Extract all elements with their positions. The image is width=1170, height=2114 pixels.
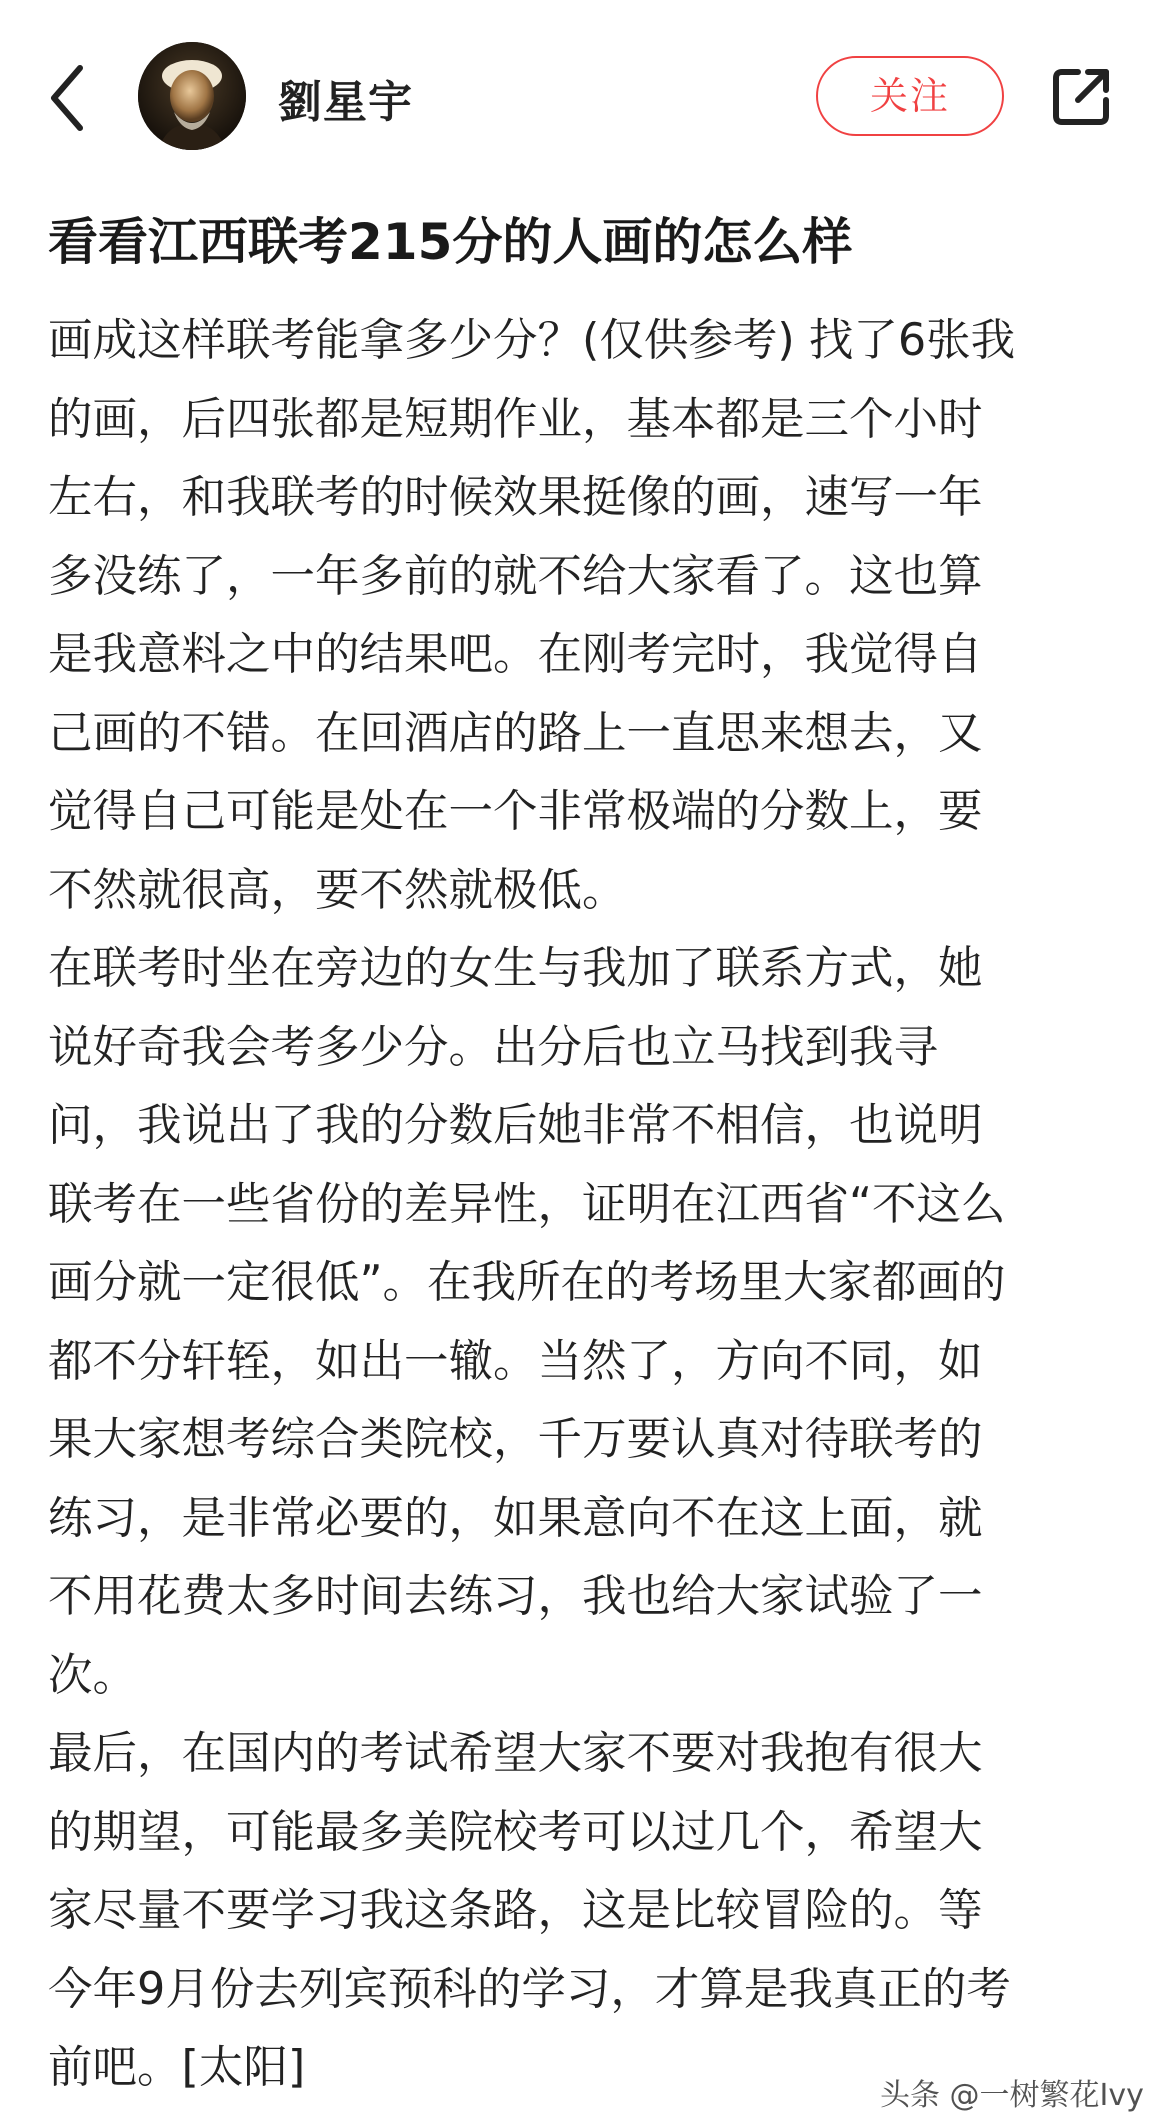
share-button[interactable]	[1048, 62, 1116, 130]
back-button[interactable]	[44, 58, 96, 138]
follow-button[interactable]: 关注	[816, 56, 1004, 136]
source-watermark: 头条 @一树繁花Ivy	[880, 2078, 1144, 2113]
avatar[interactable]	[138, 42, 246, 150]
article-title: 看看江西联考215分的人画的怎么样	[48, 213, 853, 271]
author-name[interactable]: 劉星宇	[278, 77, 413, 128]
article-paragraph: 最后，在国内的考试希望大家不要对我抱有很大 的期望，可能最多美院校考可以过几个，希望大 家尽量不要学习我这条路，这是比较冒险的。等 今年9月份去列宾预科的学习，才算是我真正的考 前吧。[太阳]	[48, 1728, 1011, 2093]
article-paragraph: 在联考时坐在旁边的女生与我加了联系方式，她 说好奇我会考多少分。出分后也立马找到我寻 问，我说出了我的分数后她非常不相信，也说明 联考在一些省份的差异性，证明在江西省“不这么 画分就一定很低”。在我所在的考场里大家都画的 都不分轩轾，如出一辙。当然了，方向不同，如 果大家想考综合类院校，千万要认真对待联考的 练习，是非常必要的，如果意向不在这上面，就 不用花费太多时间去练习，我也给大家试验了一 次。	[48, 943, 1006, 1701]
avatar-portrait-image	[138, 42, 246, 150]
top-bar	[0, 0, 1170, 190]
chevron-left-icon	[44, 58, 96, 138]
article-body	[48, 302, 1118, 2108]
share-icon	[1048, 62, 1116, 130]
article-paragraph: 画成这样联考能拿多少分？(仅供参考) 找了6张我 的画，后四张都是短期作业，基本都是三个小时 左右，和我联考的时候效果挺像的画，速写一年 多没练了，一年多前的就不给大家看了。这也算 是我意料之中的结果吧。在刚考完时，我觉得自 己画的不错。在回酒店的路上一直思来想去，又 觉得自己可能是处在一个非常极端的分数上，要 不然就很高，要不然就极低。	[48, 315, 1016, 916]
